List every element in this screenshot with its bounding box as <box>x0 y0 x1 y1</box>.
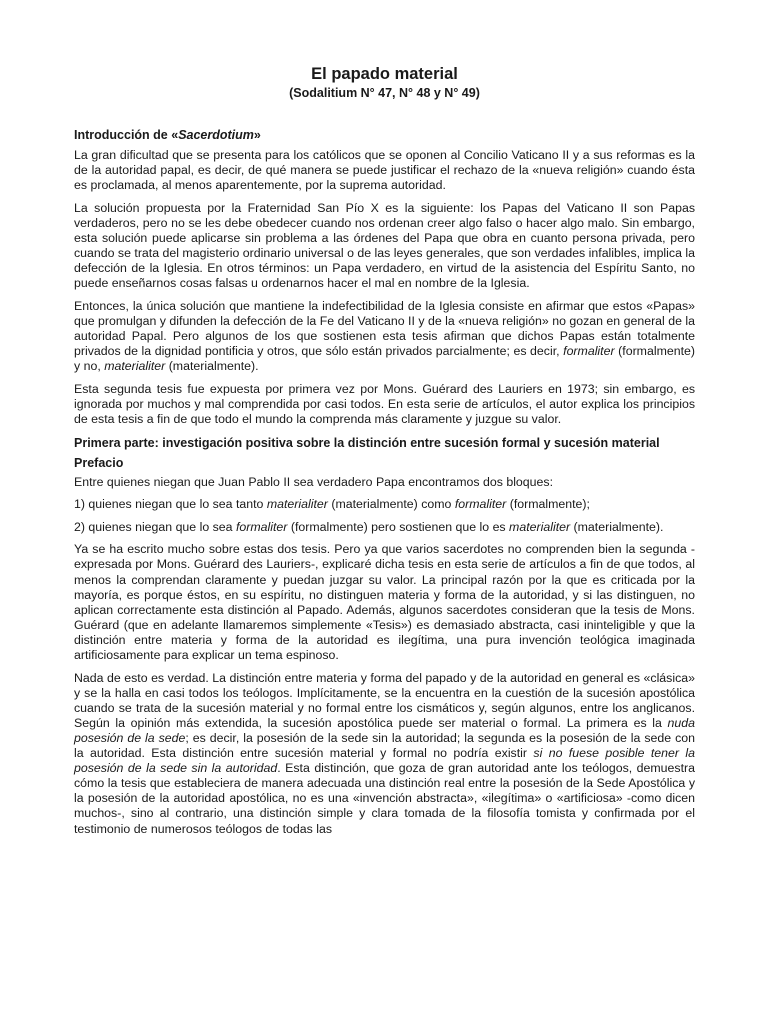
list2-text-c: (materialmente). <box>570 519 664 534</box>
intro-heading <box>74 127 695 143</box>
intro-paragraph-4: Esta segunda tesis fue expuesta por primera vez por Mons. Guérard des Lauriers en 1973; sin embargo, es ignorada por muchos y mal comprendida por casi todos. En esta serie de artículos, el autor explica los principios de esta tesis a fin de que todo el mundo la comprenda más claramente y juzgue su valor. <box>74 381 695 426</box>
pref-p3-text-a: Nada de esto es verdad. La distinción entre materia y forma del papado y de la autoridad en general es «clásica» y se la halla en casi todos los teólogos. Implícitamente, se la encuentra en la cuestión de la sucesión apostólica cuando se trata de la sucesión material y no formal entre los cismáticos y, según algunos, entre los anglicanos. Según la opinión más extendida, la sucesión apostólica puede ser material o formal. La primera es la <box>74 670 695 730</box>
preface-heading: Prefacio <box>74 455 124 470</box>
list2-text-b: (formalmente) pero sostienen que lo es <box>287 519 510 534</box>
list1-text-b: (materialmente) como <box>327 497 455 512</box>
intro-p3-text-b: (formalmente) y no, <box>74 344 695 374</box>
intro-paragraph-3 <box>74 299 695 374</box>
pref-p3-emphasis-1: nuda posesión de la sede <box>74 715 695 745</box>
intro-p3-emphasis-2: materialiter <box>104 359 166 374</box>
list1-emphasis-1: materialiter <box>266 497 328 512</box>
list1-text-c: (formalmente); <box>506 497 590 512</box>
pref-p3-text-b: ; es decir, la posesión de la sede sin la autoridad; la segunda es la posesión de la sede con la autoridad. Esta distinción entre sucesión material y formal no podría existir <box>74 731 695 761</box>
pref-p3-emphasis-2: si no fuese posible tener la posesión de la sede sin la autoridad <box>74 746 695 776</box>
list2-text-a: 2) quienes niegan que lo sea <box>74 519 236 534</box>
document-title: El papado material <box>311 65 458 83</box>
intro-heading-suffix: » <box>253 128 261 142</box>
list2-emphasis-1: formaliter <box>235 519 288 534</box>
part1-heading: Primera parte: investigación positiva sobre la distinción entre sucesión formal y sucesión material <box>74 435 660 450</box>
preface-paragraph-2: Ya se ha escrito mucho sobre estas dos tesis. Pero ya que varios sacerdotes no comprenden bien la segunda -expresada por Mons. Guérard des Lauriers-, explicaré dicha tesis en esta serie de artículos a fin de que todos, al menos la comprendan claramente y puedan juzgar su valor. La principal razón por la que es criticada por la mayoría, es porque éstos, en su espíritu, no distinguen materia y forma de la autoridad, y si las distinguen, no aplican correctamente esta distinción al Papado. Además, algunos sacerdotes consideran que la tesis de Mons. Guérard (que en adelante llamaremos simplemente «Tesis») es demasiado abstracta, casi ininteligible y que la distinción entre materia y forma de la autoridad es ilegítima, una pura invención teológica imaginada artificiosamente para explicar un tema espinoso. <box>74 542 695 663</box>
preface-list-item-2 <box>74 520 695 535</box>
intro-paragraph-2: La solución propuesta por la Fraternidad San Pío X es la siguiente: los Papas del Vaticano II son Papas verdaderos, pero no se les debe obedecer cuando nos ordenan creer algo falso o hacer algo malo. Sin embargo, esta solución puede aplicarse sin problema a las órdenes del Papa que obra en cuanto persona privada, pero cuando se trata del magisterio ordinario universal o de las leyes generales, que son verdades infalibles, implica la defección de la Iglesia. En otros términos: un Papa verdadero, en virtud de la asistencia del Espíritu Santo, no puede enseñarnos cosas falsas u ordenarnos hacer el mal en nombre de la Iglesia. <box>74 200 695 291</box>
intro-p3-text-a: Entonces, la única solución que mantiene la indefectibilidad de la Iglesia consiste en afirmar que estos «Papas» que promulgan y difunden la defección de la Fe del Vaticano II y de la «nueva religión» no gozan en general de la autoridad Papal. Pero algunos de los que sostienen esta tesis afirman que dichos Papas están totalmente privados de la dignidad pontificia y otros, que sólo están privados parcialmente; es decir, <box>74 298 695 359</box>
list1-text-a: 1) quienes niegan que lo sea tanto <box>74 497 267 512</box>
intro-paragraph-1: La gran dificultad que se presenta para los católicos que se oponen al Concilio Vaticano II y a sus reformas es la de la autoridad papal, es decir, de qué manera se puede justificar el rechazo de la «nueva religión» cuando ésta es proclamada, al menos aparentemente, por la suprema autoridad. <box>74 148 695 193</box>
intro-p3-text-c: (materialmente). <box>165 359 259 374</box>
intro-heading-prefix: Introducción de « <box>74 128 179 142</box>
intro-p3-emphasis-1: formaliter <box>563 344 615 359</box>
list1-emphasis-2: formaliter <box>454 497 507 512</box>
pref-p3-text-c: . Esta distinción, que goza de gran autoridad ante los teólogos, demuestra cómo la tesis que estableciera de manera adecuada una distinción real entre la posesión de la Sede Apostólica y la posesión de la autoridad apostólica, no es una «invención abstracta», «ilegítima» o «artificiosa» -como dicen muchos-, sino al contrario, una distinción simple y clara tomada de la filosofía tomista y confirmada por el testimonio de numerosos teólogos de todas las <box>74 761 695 836</box>
preface-paragraph-1: Entre quienes niegan que Juan Pablo II sea verdadero Papa encontramos dos bloques: <box>74 474 553 489</box>
document-page <box>74 64 695 844</box>
preface-list-item-1 <box>74 497 695 512</box>
document-subtitle: (Sodalitium N° 47, N° 48 y N° 49) <box>289 86 480 100</box>
preface-paragraph-3 <box>74 671 695 837</box>
intro-heading-emphasis: Sacerdotium <box>178 128 254 142</box>
list2-emphasis-2: materialiter <box>509 519 571 534</box>
